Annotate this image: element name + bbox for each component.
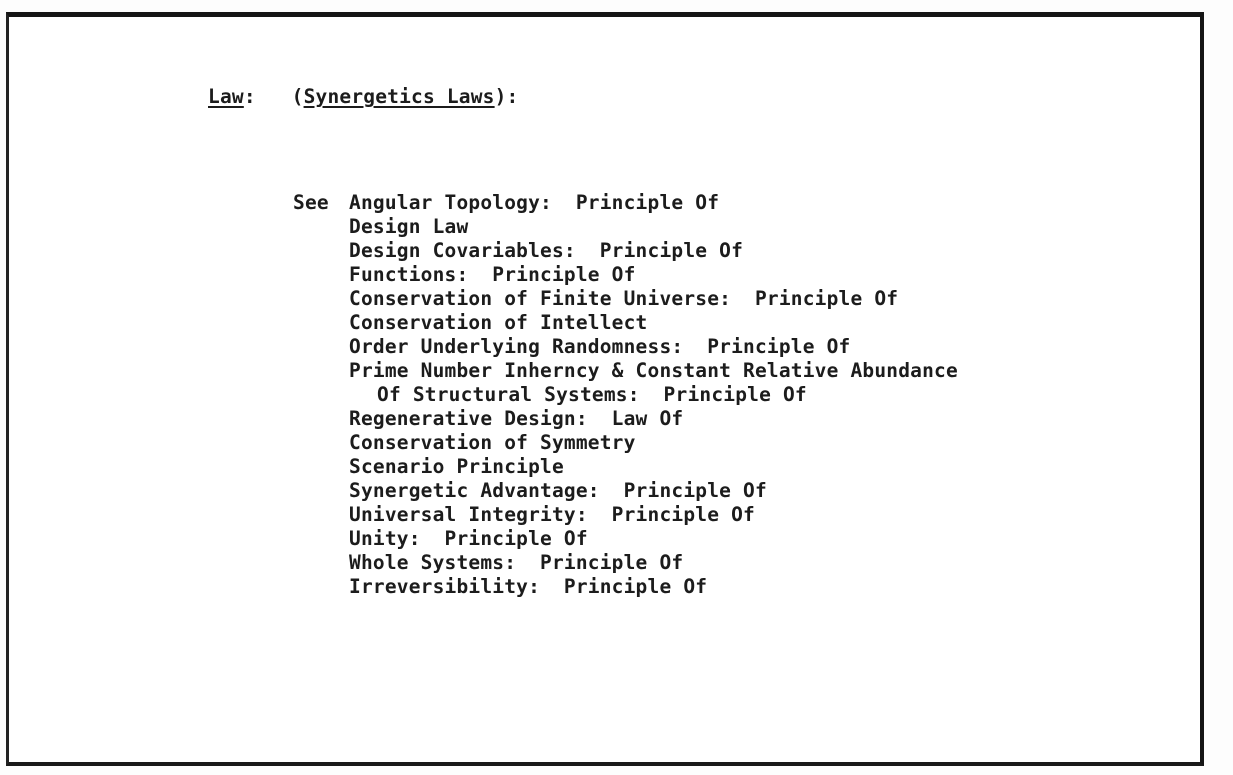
cross-reference-item: Irreversibility: Principle Of [349,575,708,598]
cross-reference-list [349,191,958,599]
cross-reference-item: Whole Systems: Principle Of [349,551,684,574]
see-label: See [293,191,329,214]
cross-reference-item: Conservation of Symmetry [349,431,636,454]
cross-reference-item: Synergetic Advantage: Principle Of [349,479,767,502]
cross-reference-item: Design Law [349,215,469,238]
heading-open-paren: ( [291,85,304,108]
cross-reference-item: Regenerative Design: Law Of [349,407,684,430]
cross-reference-item: Design Covariables: Principle Of [349,239,744,262]
cross-reference-item: Scenario Principle [349,455,564,478]
cross-reference-item: Of Structural Systems: Principle Of [377,383,807,406]
cross-reference-item: Conservation of Finite Universe: Principle Of [349,287,899,310]
heading-close-paren: ): [494,85,519,108]
card-heading [208,85,519,109]
heading-label: Law [208,85,244,108]
heading-colon: : [243,85,268,108]
cross-reference-item: Angular Topology: Principle Of [349,191,720,214]
cross-reference-item: Prime Number Inherncy & Constant Relative Abundance [349,359,958,382]
cross-reference-item: Functions: Principle Of [349,263,636,286]
cross-reference-item: Conservation of Intellect [349,311,648,334]
cross-reference-item: Unity: Principle Of [349,527,588,550]
heading-topic: Synergetics Laws [303,85,495,108]
cross-reference-item: Order Underlying Randomness: Principle Of [349,335,851,358]
cross-reference-item: Universal Integrity: Principle Of [349,503,755,526]
